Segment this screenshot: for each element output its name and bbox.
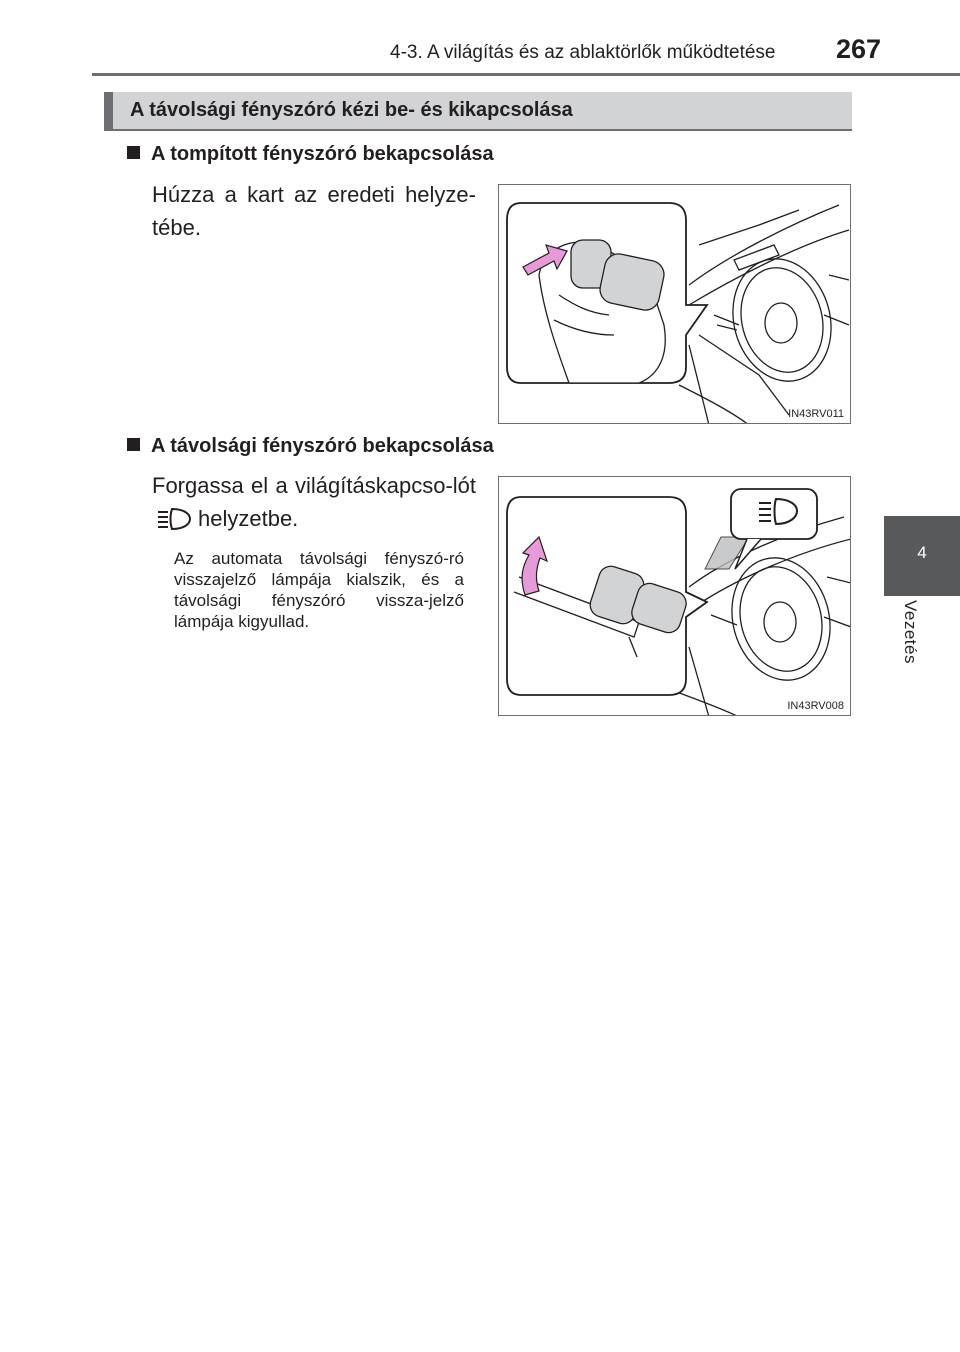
low-beam-heading <box>127 143 494 166</box>
chapter-tab-label: Vezetés <box>901 600 920 664</box>
header-rule <box>92 73 960 76</box>
high-beam-figure <box>498 476 851 716</box>
high-beam-heading <box>127 435 494 458</box>
chapter-tab-number: 4 <box>917 543 927 562</box>
header-chapter-title: 4-3. A világítás és az ablaktörlők működtetése <box>390 42 776 63</box>
low-beam-heading-text: A tompított fényszóró bekapcsolása <box>151 143 494 165</box>
bullet-square-icon <box>127 146 140 159</box>
page-number: 267 <box>836 34 882 64</box>
chapter-tab[interactable] <box>884 516 960 596</box>
low-beam-figure <box>498 184 851 424</box>
section-heading-bar <box>104 92 852 129</box>
high-beam-illustration <box>499 477 851 716</box>
low-beam-illustration <box>499 185 851 424</box>
high-beam-icon <box>156 507 192 540</box>
high-beam-figure-code: IN43RV008 <box>787 700 844 712</box>
section-heading: A távolsági fényszóró kézi be- és kikapcsolása <box>130 99 573 121</box>
low-beam-figure-code: IN43RV011 <box>788 408 844 420</box>
high-beam-instruction-end: helyzetbe. <box>198 506 299 531</box>
bullet-square-icon <box>127 438 140 451</box>
high-beam-instruction-text: Forgassa el a világításkapcso-lót <box>152 473 476 498</box>
high-beam-note: Az automata távolsági fényszó-ró visszajelző lámpája kialszik, és a távolsági fényszóró vissza-jelző lámpája kigyullad. <box>174 549 464 631</box>
section-heading-rule <box>104 129 852 131</box>
low-beam-instruction: Húzza a kart az eredeti helyze-tébe. <box>152 182 476 240</box>
high-beam-instruction <box>152 469 476 540</box>
high-beam-heading-text: A távolsági fényszóró bekapcsolása <box>151 435 494 457</box>
